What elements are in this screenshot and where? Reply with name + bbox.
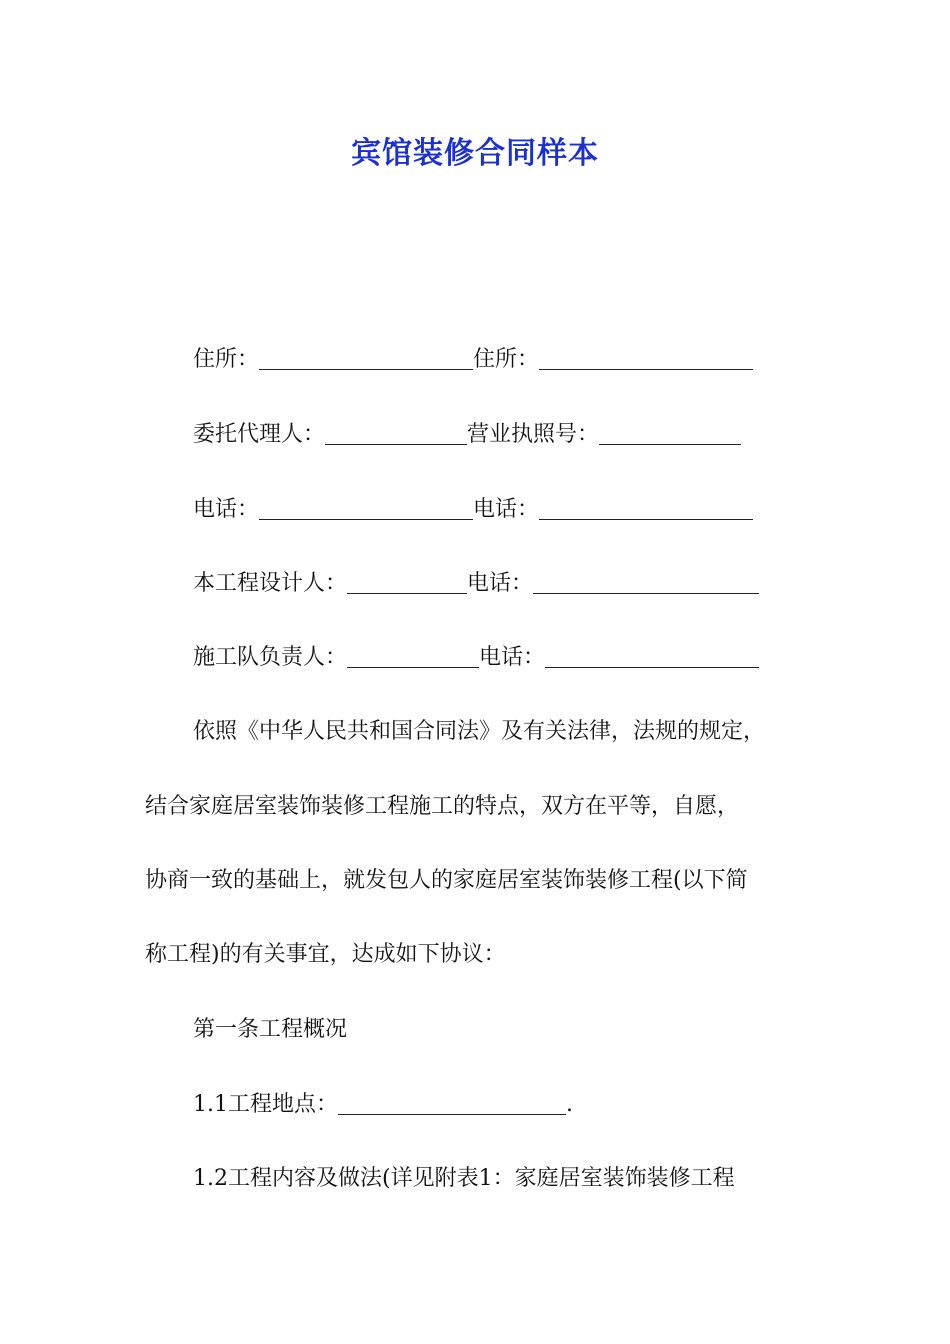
item-1-1 [193, 1090, 573, 1120]
party-row-foreman [193, 643, 759, 673]
blank-field[interactable] [259, 347, 473, 370]
field-label: 电话： [479, 645, 546, 670]
preamble-line: 结合家庭居室装饰装修工程施工的特点，双方在平等，自愿， [145, 794, 740, 819]
field-label: 委托代理人： [193, 422, 326, 447]
item-1-2: 1.2工程内容及做法(详见附表1：家庭居室装饰装修工程 [193, 1166, 735, 1191]
blank-field[interactable] [347, 645, 479, 668]
party-row-agent [193, 420, 741, 450]
field-label: 电话： [473, 497, 540, 522]
party-row-designer [193, 569, 759, 599]
field-label: 住所： [473, 347, 540, 372]
blank-field[interactable] [545, 645, 759, 668]
party-row-address [193, 345, 753, 375]
party-row-phone [193, 495, 753, 525]
field-label: 电话： [467, 571, 534, 596]
preamble-line: 称工程)的有关事宜，达成如下协议： [145, 942, 506, 967]
blank-field[interactable] [347, 571, 467, 594]
field-label: 营业执照号： [467, 422, 600, 447]
blank-field[interactable] [338, 1092, 566, 1115]
item-end: . [566, 1092, 573, 1117]
blank-field[interactable] [325, 422, 467, 445]
preamble-line: 协商一致的基础上，就发包人的家庭居室装饰装修工程(以下简 [145, 868, 748, 893]
blank-field[interactable] [539, 347, 753, 370]
preamble-line: 依照《中华人民共和国合同法》及有关法律，法规的规定， [193, 719, 766, 744]
blank-field[interactable] [533, 571, 759, 594]
item-label: 1.1工程地点： [193, 1092, 338, 1117]
field-label: 电话： [193, 497, 260, 522]
article-heading: 第一条工程概况 [193, 1017, 348, 1042]
field-label: 本工程设计人： [193, 571, 348, 596]
field-label: 住所： [193, 347, 260, 372]
field-label: 施工队负责人： [193, 645, 348, 670]
document-title: 宾馆装修合同样本 [351, 136, 599, 171]
blank-field[interactable] [599, 422, 741, 445]
blank-field[interactable] [259, 497, 473, 520]
blank-field[interactable] [539, 497, 753, 520]
